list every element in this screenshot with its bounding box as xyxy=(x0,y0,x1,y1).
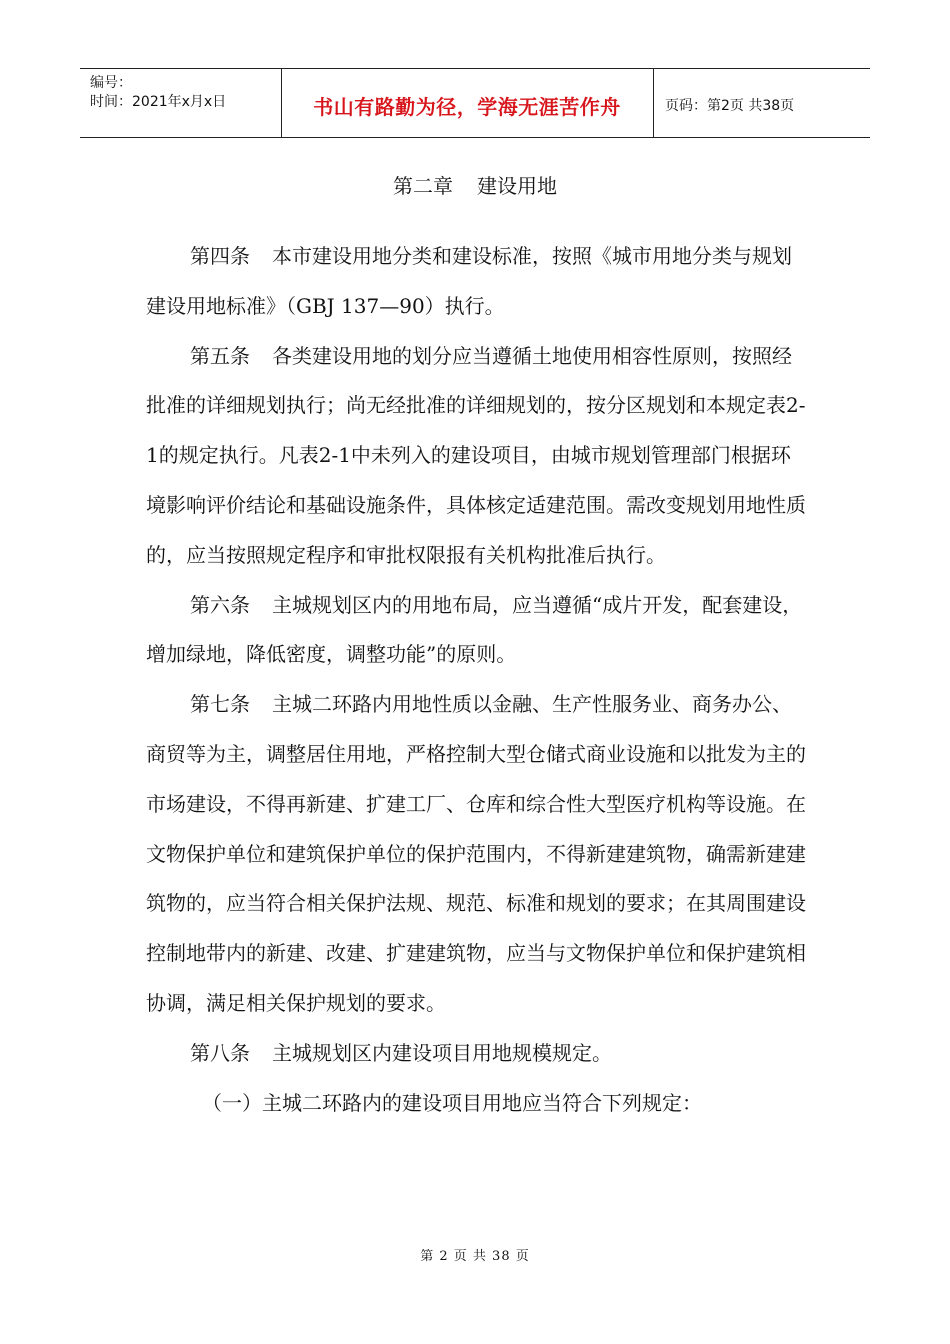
article-text: 本市建设用地分类和建设标准，按照《城市用地分类与规划建设用地标准》（GBJ 137—90）执行。 xyxy=(146,244,792,318)
header-meta-cell xyxy=(80,69,282,137)
chapter-number: 第二章 xyxy=(393,174,453,198)
serial-label: 编号： xyxy=(90,75,132,91)
chapter-heading xyxy=(0,170,950,199)
list-item: （一）主城二环路内的建设项目用地应当符合下列规定： xyxy=(202,1090,702,1115)
page-footer: 第 2 页 共 38 页 xyxy=(420,1249,530,1264)
date-label: 时间：2021年x月x日 xyxy=(90,94,227,110)
chapter-title: 建设用地 xyxy=(477,174,557,198)
article-number: 第七条 xyxy=(190,692,250,717)
header-motto: 书山有路勤为径，学海无涯苦作舟 xyxy=(313,94,621,119)
article-number: 第五条 xyxy=(190,343,250,368)
article-paragraph xyxy=(146,332,806,581)
article-text: 主城规划区内的用地布局，应当遵循“成片开发，配套建设，增加绿地，降低密度，调整功能”的原则。 xyxy=(146,592,803,667)
document-body xyxy=(146,232,806,1128)
header-page-info: 页码：第2页 共38页 xyxy=(665,98,795,114)
article-paragraph xyxy=(146,680,806,1029)
article-number: 第四条 xyxy=(190,244,250,268)
header-motto-cell xyxy=(281,69,654,137)
article-paragraph xyxy=(146,1029,806,1079)
article-text: 各类建设用地的划分应当遵循土地使用相容性原则，按照经批准的详细规划执行；尚无经批准的详细规划的，按分区规划和本规定表2-1的规定执行。凡表2-1中未列入的建设项目，由城市规划管理部门根据环境影响评价结论和基础设施条件，具体核定适建范围。需改变规划用地性质的，应当按照规定程序和审批权限报有关机构批准后执行。 xyxy=(146,343,806,567)
article-paragraph xyxy=(146,232,806,332)
article-text: 主城规划区内建设项目用地规模规定。 xyxy=(272,1040,612,1065)
article-number: 第六条 xyxy=(190,592,250,617)
article-number: 第八条 xyxy=(190,1040,250,1065)
article-text: 主城二环路内用地性质以金融、生产性服务业、商务办公、商贸等为主，调整居住用地，严格控制大型仓储式商业设施和以批发为主的市场建设，不得再新建、扩建工厂、仓库和综合性大型医疗机构等设施。在文物保护单位和建筑保护单位的保护范围内，不得新建建筑物，确需新建建筑物的，应当符合相关保护法规、规范、标准和规划的要求；在其周围建设控制地带内的新建、改建、扩建建筑物，应当与文物保护单位和保护建筑相协调，满足相关保护规划的要求。 xyxy=(146,692,806,1015)
article-paragraph xyxy=(146,581,806,681)
page-header xyxy=(80,68,870,138)
